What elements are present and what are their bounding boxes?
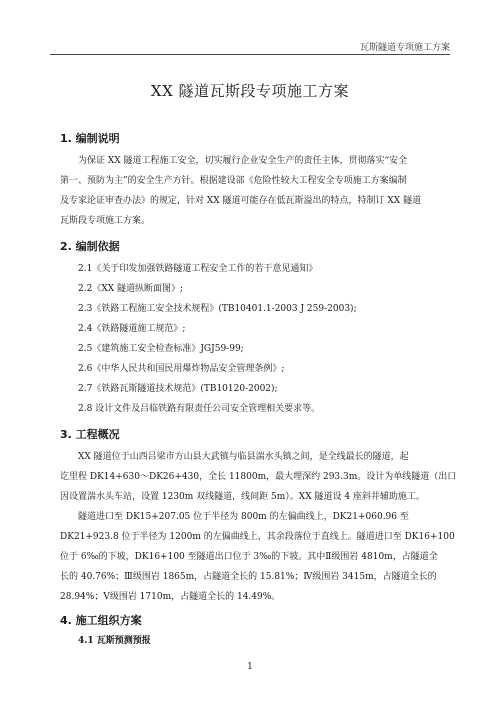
reference-item: 2.2《XX 隧道纵断面图》; — [78, 284, 184, 294]
reference-item: 2.3《铁路工程施工安全技术规程》(TB10401.1-2003 J 259-2003); — [78, 304, 357, 314]
reference-item: 2.8 设计文件及吕临铁路有限责任公司安全管理相关要求等。 — [78, 404, 321, 414]
section-3-line: XX 隧道位于山西吕梁市方山县大武镇与临县湍水头镇之间，是全线最长的隧道，起 — [78, 452, 409, 462]
running-header: 瓦斯隧道专项施工方案 — [359, 43, 450, 53]
section-1-line: 及专家论证审查办法》的规定，针对 XX 隧道可能存在低瓦斯溢出的特点，特制订 XX 隧道 — [60, 196, 422, 206]
section-1-line: 为保证 XX 隧道工程施工安全，切实履行企业安全生产的责任主体，贯彻落实“安全 — [78, 156, 408, 166]
reference-item: 2.5《建筑施工安全检查标准》JGJ59-99; — [78, 344, 244, 354]
document-title: XX 隧道瓦斯段专项施工方案 — [150, 82, 350, 100]
section-3-line: 28.94%；Ⅴ级围岩 1710m，占隧道全长的 14.49%。 — [60, 592, 281, 602]
section-3-line: 隧道进口至 DK15+207.05 位于半径为 800m 的左偏曲线上，DK21+060.96 至 — [78, 512, 409, 522]
section-3-line: 位于 6‰的下坡，DK16+100 至隧道出口位于 3‰的下坡。其中Ⅱ级围岩 4810m，占隧道全 — [60, 552, 438, 562]
section-3-line: 因设置湍水头车站，设置 1230m 双线隧道，线间距 5m）。XX 隧道设 4 座斜井辅助施工。 — [60, 492, 425, 502]
reference-item: 2.1《关于印发加强铁路隧道工程安全工作的若干意见通知》 — [78, 264, 318, 274]
section-4-heading: 4. 施工组织方案 — [60, 614, 142, 627]
reference-item: 2.7《铁路瓦斯隧道技术规范》(TB10120-2002); — [78, 384, 278, 394]
section-3-heading: 3. 工程概况 — [60, 428, 120, 441]
section-2-heading: 2. 编制依据 — [60, 240, 120, 253]
reference-item: 2.6《中华人民共和国民用爆炸物品安全管理条例》; — [78, 364, 285, 374]
page-number: 1 — [247, 662, 253, 672]
section-1-line: 瓦斯段专项施工方案。 — [60, 216, 151, 226]
section-1-line: 第一、预防为主”的安全生产方针。根据建设部《危险性较大工程安全专项施工方案编制 — [60, 176, 407, 186]
section-3-line: 讫里程 DK14+630～DK26+430，全长 11800m，最大埋深约 293.3m。设计为单线隧道（出口 — [60, 472, 457, 482]
section-3-line: 长的 40.76%；Ⅲ级围岩 1865m，占隧道全长的 15.81%；Ⅳ级围岩 3415m，占隧道全长的 — [60, 572, 437, 582]
section-1-heading: 1. 编制说明 — [60, 132, 120, 145]
header-divider — [50, 54, 450, 55]
reference-item: 2.4《铁路隧道施工规范》; — [78, 324, 186, 334]
section-3-line: DK21+923.8 位于半径为 1200m 的左偏曲线上，其余段落位于直线上。隧道进口至 DK16+100 — [60, 532, 455, 542]
subsection-4-1-heading: 4.1 瓦斯预测预报 — [78, 636, 151, 646]
